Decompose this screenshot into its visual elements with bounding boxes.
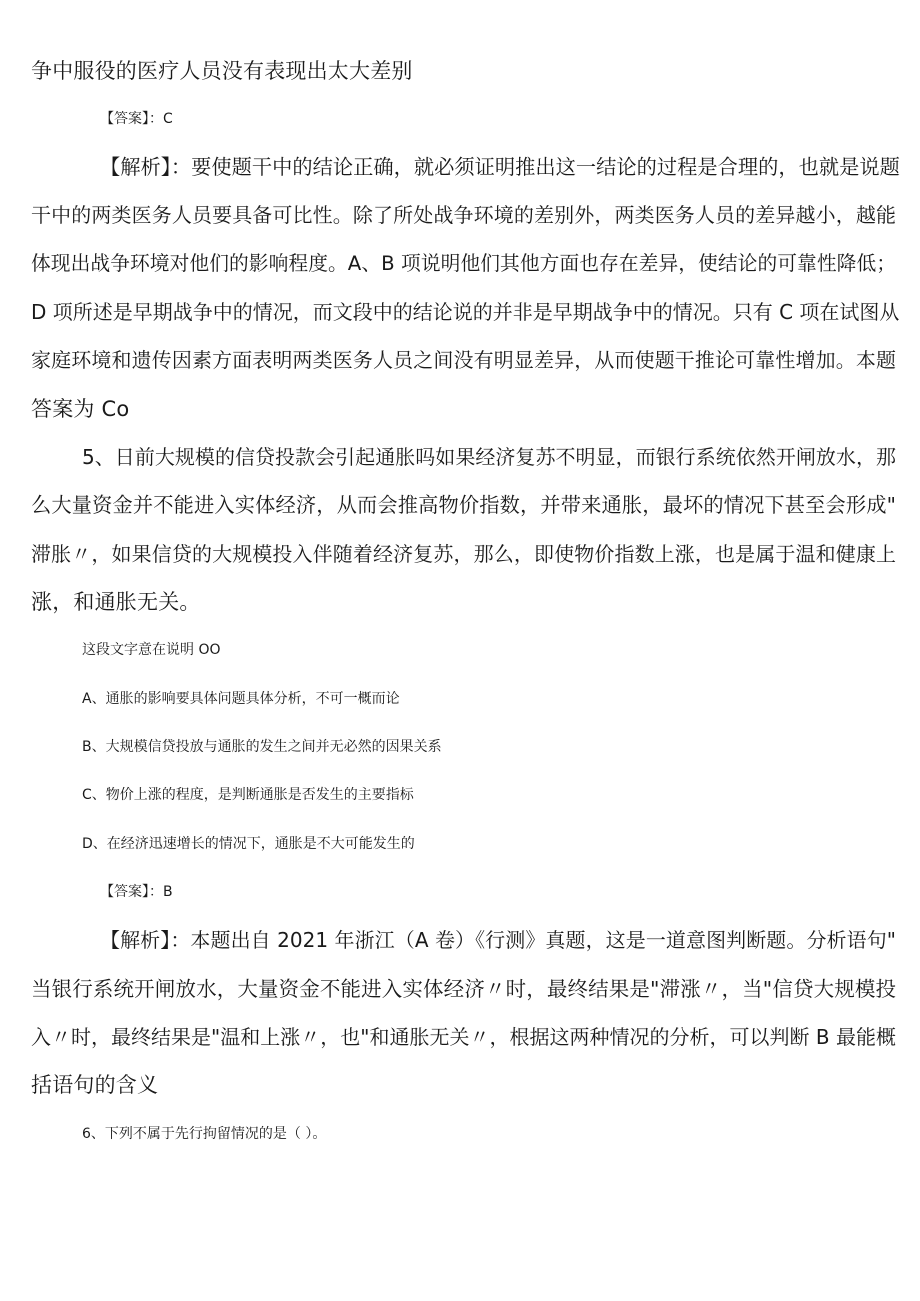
text-line: 争中服役的医疗人员没有表现出太大差别 bbox=[31, 59, 413, 83]
text-line: 干中的两类医务人员要具备可比性。除了所处战争环境的差别外，两类医务人员的差异越小，越能 bbox=[31, 203, 896, 227]
option-c: C、物价上涨的程度，是判断通胀是否发生的主要指标 bbox=[82, 787, 414, 803]
option-a: A、通胀的影响要具体问题具体分析，不可一概而论 bbox=[82, 691, 400, 707]
analysis-paragraph: 【解析】：要使题干中的结论正确，就必须证明推出这一结论的过程是合理的，也就是说题 bbox=[100, 155, 900, 179]
text-line: 涨，和通胀无关。 bbox=[31, 590, 201, 614]
option-b: B、大规模信贷投放与通胀的发生之间并无必然的因果关系 bbox=[82, 739, 442, 755]
text-line: 入〃时，最终结果是"温和上涨〃，也"和通胀无关〃，根据这两种情况的分析，可以判断 B 最能概 bbox=[31, 1025, 896, 1049]
question-6-stem: 6、下列不属于先行拘留情况的是（ ）。 bbox=[82, 1126, 327, 1142]
text-line: 括语句的含义 bbox=[31, 1073, 159, 1097]
text-line: 家庭环境和遗传因素方面表明两类医务人员之间没有明显差异，从而使题干推论可靠性增加。本题 bbox=[31, 348, 896, 372]
text-line: 当银行系统开闸放水，大量资金不能进入实体经济〃时，最终结果是"滞涨〃，当"信贷大规模投 bbox=[31, 977, 896, 1001]
text-line: D 项所述是早期战争中的情况，而文段中的结论说的并非是早期战争中的情况。只有 C 项在试图从 bbox=[31, 300, 900, 324]
question-5-prompt: 这段文字意在说明 OO bbox=[82, 642, 221, 658]
text-line: 滞胀〃，如果信贷的大规模投入伴随着经济复苏，那么，即使物价指数上涨，也是属于温和健康上 bbox=[31, 542, 896, 566]
text-line: 体现出战争环境对他们的影响程度。A、B 项说明他们其他方面也存在差异，使结论的可靠性降低； bbox=[31, 252, 896, 275]
answer-label: 【答案】：C bbox=[100, 111, 173, 127]
analysis-paragraph: 【解析】：本题出自 2021 年浙江（A 卷）《行测》真题，这是一道意图判断题。分析语句" bbox=[100, 928, 896, 952]
text-line: 么大量资金并不能进入实体经济，从而会推高物价指数，并带来通胀，最坏的情况下甚至会形成" bbox=[31, 493, 896, 517]
text-line: 答案为 Co bbox=[31, 397, 130, 421]
option-d: D、在经济迅速增长的情况下，通胀是不大可能发生的 bbox=[82, 836, 415, 852]
answer-label: 【答案】：B bbox=[100, 884, 173, 900]
question-5-stem: 5、日前大规模的信贷投款会引起通胀吗如果经济复苏不明显，而银行系统依然开闸放水，那 bbox=[82, 445, 896, 469]
